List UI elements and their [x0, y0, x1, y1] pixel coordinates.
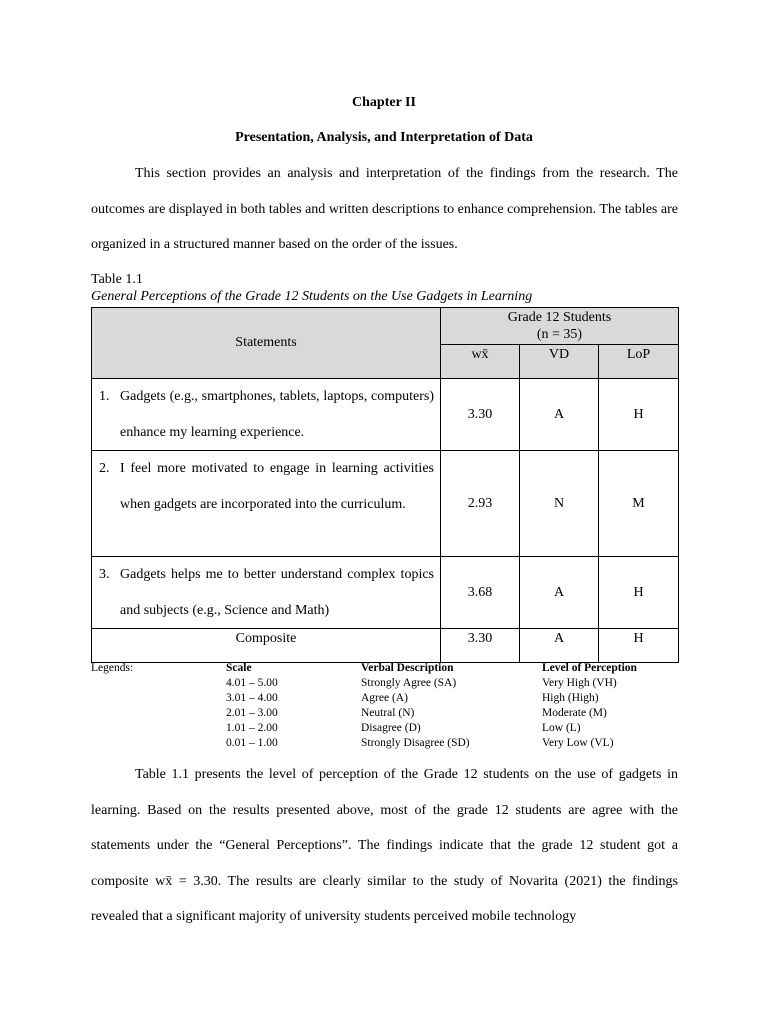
- composite-lop: H: [599, 629, 679, 663]
- intro-paragraph: This section provides an analysis and interpretation of the findings from the research. The outcomes are displayed in both tables and written descriptions to enhance comprehension. The tables are organized in a structured manner based on the order of the issues.: [91, 166, 678, 252]
- statement-number: 1.: [99, 389, 110, 404]
- discussion-paragraph: Table 1.1 presents the level of perception of the Grade 12 students on the use of gadgets in learning. Based on the results presented above, most of the grade 12 students are agree with the statements under the “General Perceptions”. The findings indicate that the grade 12 student got a composite wx̄ = 3.30. The results are clearly similar to the study of Novarita (2021) the findings revealed that a significant majority of university students perceived mobile technology: [91, 767, 678, 924]
- statement-text: Gadgets helps me to better understand complex topics and subjects (e.g., Science and Math): [120, 567, 434, 618]
- table-row: [92, 379, 679, 451]
- section-title: Presentation, Analysis, and Interpretation of Data: [235, 130, 533, 145]
- legend-scale-column: [226, 661, 278, 751]
- legend-scale-value: 1.01 – 2.00: [226, 722, 278, 734]
- legend-lop-column: [542, 661, 637, 751]
- lop-cell: M: [599, 451, 679, 557]
- statement-cell: [92, 557, 441, 629]
- statement-cell: [92, 379, 441, 451]
- legend-vd-value: Neutral (N): [361, 707, 415, 719]
- wx-cell: 3.68: [441, 557, 520, 629]
- wx-cell: 3.30: [441, 379, 520, 451]
- header-group: [441, 308, 679, 345]
- chapter-heading: Chapter II: [352, 95, 416, 110]
- legend-lop-value: High (High): [542, 692, 599, 704]
- header-wx: wx̄: [441, 345, 520, 379]
- legend-vd-column: [361, 661, 470, 751]
- statement-cell: [92, 451, 441, 557]
- legends-label: Legends:: [91, 662, 134, 674]
- table-row: [92, 557, 679, 629]
- perception-table: [91, 307, 679, 663]
- composite-row: [92, 629, 679, 663]
- legend-scale-value: 4.01 – 5.00: [226, 677, 278, 689]
- table-title: General Perceptions of the Grade 12 Students on the Use Gadgets in Learning: [91, 289, 533, 304]
- legend-scale-value: 0.01 – 1.00: [226, 737, 278, 749]
- legend-scale-header: Scale: [226, 662, 252, 674]
- legend-lop-value: Moderate (M): [542, 707, 607, 719]
- legend-vd-value: Strongly Disagree (SD): [361, 737, 470, 749]
- lop-cell: H: [599, 557, 679, 629]
- statement-text: I feel more motivated to engage in learning activities when gadgets are incorporated into the curriculum.: [120, 461, 434, 512]
- wx-cell: 2.93: [441, 451, 520, 557]
- header-n: (n = 35): [536, 327, 583, 342]
- header-statements: Statements: [92, 308, 441, 379]
- legend-lop-value: Low (L): [542, 722, 581, 734]
- statement-text: Gadgets (e.g., smartphones, tablets, laptops, computers) enhance my learning experience.: [120, 389, 434, 440]
- lop-cell: H: [599, 379, 679, 451]
- legend-vd-value: Disagree (D): [361, 722, 421, 734]
- legend-scale-value: 3.01 – 4.00: [226, 692, 278, 704]
- vd-cell: N: [520, 451, 599, 557]
- composite-label: Composite: [92, 629, 441, 663]
- header-lop: LoP: [599, 345, 679, 379]
- legend-vd-value: Strongly Agree (SA): [361, 677, 457, 689]
- vd-cell: A: [520, 379, 599, 451]
- table-row: [92, 451, 679, 557]
- legend-scale-value: 2.01 – 3.00: [226, 707, 278, 719]
- legend-lop-value: Very Low (VL): [542, 737, 614, 749]
- composite-vd: A: [520, 629, 599, 663]
- statement-number: 2.: [99, 461, 110, 476]
- composite-wx: 3.30: [441, 629, 520, 663]
- header-vd: VD: [520, 345, 599, 379]
- statement-number: 3.: [99, 567, 110, 582]
- table-label: Table 1.1: [91, 272, 143, 287]
- legend-vd-header: Verbal Description: [361, 662, 454, 674]
- vd-cell: A: [520, 557, 599, 629]
- header-group-label: Grade 12 Students: [507, 310, 612, 325]
- legend-lop-value: Very High (VH): [542, 677, 617, 689]
- legend-lop-header: Level of Perception: [542, 662, 637, 674]
- legend-vd-value: Agree (A): [361, 692, 408, 704]
